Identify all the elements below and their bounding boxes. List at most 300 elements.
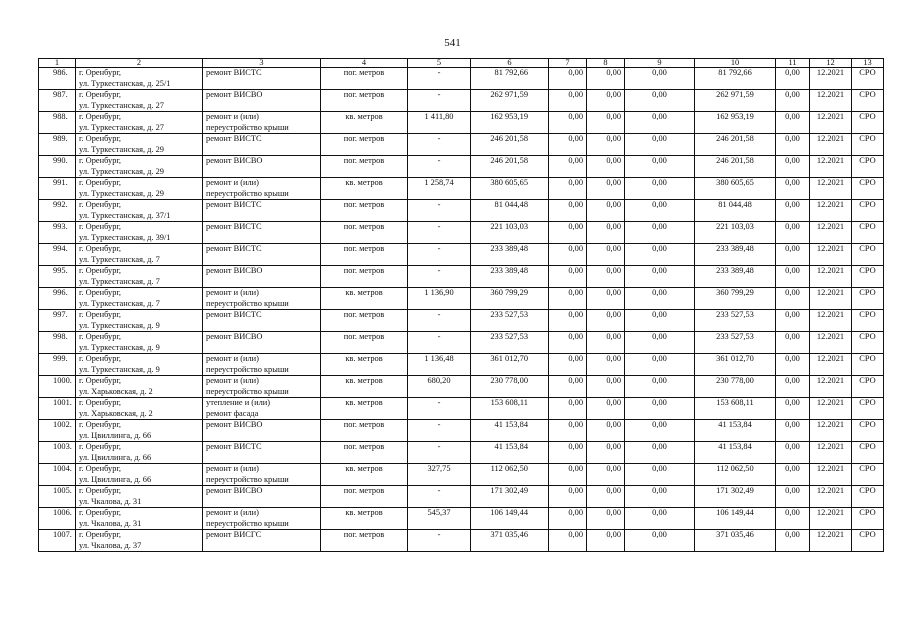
- quantity-cell: -: [408, 90, 471, 112]
- value-cell-11: 0,00: [776, 90, 810, 112]
- unit-cell: кв. метров: [321, 354, 408, 376]
- owner-funds-cell: 81 044,48: [695, 200, 776, 222]
- unit-cell: пог. метров: [321, 222, 408, 244]
- unit-cell: пог. метров: [321, 200, 408, 222]
- completion-date-cell: 12.2021: [810, 156, 852, 178]
- work-type-cell-line: ремонт и (или): [206, 354, 259, 363]
- work-type-cell-line: переустройство крыши: [206, 474, 289, 484]
- value-cell-9: 0,00: [625, 530, 695, 552]
- unit-cell: пог. метров: [321, 90, 408, 112]
- work-type-cell: [203, 398, 321, 420]
- work-type-cell: [203, 156, 321, 178]
- value-cell-11: 0,00: [776, 354, 810, 376]
- work-type-cell-line: ремонт ВИСТС: [206, 222, 262, 231]
- owner-funds-cell: 233 527,53: [695, 332, 776, 354]
- address-cell-line: ул. Харьковская, д. 2: [79, 386, 153, 396]
- total-cost-cell: 221 103,03: [471, 222, 549, 244]
- address-cell-line: г. Оренбург,: [79, 398, 122, 407]
- work-type-cell-line: ремонт ВИСТС: [206, 442, 262, 451]
- work-type-cell-line: ремонт ВИСВО: [206, 486, 263, 495]
- quantity-cell: -: [408, 486, 471, 508]
- work-type-cell: [203, 310, 321, 332]
- unit-cell: пог. метров: [321, 442, 408, 464]
- work-type-cell-line: ремонт ВИСТС: [206, 310, 262, 319]
- work-type-cell-line: ремонт ВИСВО: [206, 90, 263, 99]
- work-type-cell: [203, 68, 321, 90]
- unit-cell: пог. метров: [321, 266, 408, 288]
- row-number: 986.: [39, 68, 76, 90]
- completion-date-cell: 12.2021: [810, 530, 852, 552]
- table-row: [39, 486, 884, 508]
- table-row: [39, 200, 884, 222]
- funding-source-cell: СРО: [852, 112, 884, 134]
- quantity-cell: -: [408, 420, 471, 442]
- quantity-cell: 1 258,74: [408, 178, 471, 200]
- work-type-cell-line: ремонт ВИСВО: [206, 332, 263, 341]
- work-type-cell-line: утепление и (или): [206, 398, 271, 407]
- work-type-cell-line: ремонт и (или): [206, 464, 259, 473]
- work-type-cell: [203, 508, 321, 530]
- value-cell-9: 0,00: [625, 112, 695, 134]
- address-cell-line: ул. Чкалова, д. 31: [79, 518, 142, 528]
- address-cell: [76, 266, 203, 288]
- completion-date-cell: 12.2021: [810, 68, 852, 90]
- value-cell-9: 0,00: [625, 244, 695, 266]
- funding-source-cell: СРО: [852, 442, 884, 464]
- quantity-cell: 1 136,48: [408, 354, 471, 376]
- work-type-cell: [203, 178, 321, 200]
- row-number: 997.: [39, 310, 76, 332]
- total-cost-cell: 106 149,44: [471, 508, 549, 530]
- address-cell-line: г. Оренбург,: [79, 332, 122, 341]
- address-cell-line: ул. Харьковская, д. 2: [79, 408, 153, 418]
- value-cell-9: 0,00: [625, 354, 695, 376]
- value-cell-7: 0,00: [549, 266, 587, 288]
- total-cost-cell: 162 953,19: [471, 112, 549, 134]
- address-cell-line: ул. Туркестанская, д. 39/1: [79, 232, 171, 242]
- address-cell: [76, 508, 203, 530]
- value-cell-11: 0,00: [776, 464, 810, 486]
- address-cell: [76, 376, 203, 398]
- value-cell-7: 0,00: [549, 178, 587, 200]
- value-cell-8: 0,00: [587, 310, 625, 332]
- address-cell: [76, 222, 203, 244]
- row-number: 1007.: [39, 530, 76, 552]
- value-cell-11: 0,00: [776, 508, 810, 530]
- completion-date-cell: 12.2021: [810, 398, 852, 420]
- address-cell-line: г. Оренбург,: [79, 310, 122, 319]
- row-number: 1005.: [39, 486, 76, 508]
- address-cell-line: г. Оренбург,: [79, 134, 122, 143]
- unit-cell: пог. метров: [321, 332, 408, 354]
- work-type-cell-line: переустройство крыши: [206, 364, 289, 374]
- address-cell-line: ул. Туркестанская, д. 7: [79, 276, 160, 286]
- row-number: 993.: [39, 222, 76, 244]
- total-cost-cell: 371 035,46: [471, 530, 549, 552]
- page-number: 541: [444, 37, 461, 49]
- register-table: [38, 58, 884, 552]
- total-cost-cell: 81 792,66: [471, 68, 549, 90]
- work-type-cell: [203, 442, 321, 464]
- quantity-cell: -: [408, 310, 471, 332]
- owner-funds-cell: 246 201,58: [695, 134, 776, 156]
- owner-funds-cell: 221 103,03: [695, 222, 776, 244]
- row-number: 1001.: [39, 398, 76, 420]
- value-cell-7: 0,00: [549, 222, 587, 244]
- work-type-cell-line: переустройство крыши: [206, 386, 289, 396]
- owner-funds-cell: 360 799,29: [695, 288, 776, 310]
- work-type-cell: [203, 332, 321, 354]
- address-cell-line: г. Оренбург,: [79, 68, 122, 77]
- work-type-cell-line: ремонт и (или): [206, 112, 259, 121]
- value-cell-8: 0,00: [587, 376, 625, 398]
- value-cell-8: 0,00: [587, 244, 625, 266]
- table-row: [39, 112, 884, 134]
- column-header: 13: [852, 59, 884, 68]
- column-header: 10: [695, 59, 776, 68]
- value-cell-11: 0,00: [776, 112, 810, 134]
- column-header: 1: [39, 59, 76, 68]
- work-type-cell: [203, 134, 321, 156]
- value-cell-9: 0,00: [625, 310, 695, 332]
- unit-cell: кв. метров: [321, 178, 408, 200]
- unit-cell: кв. метров: [321, 288, 408, 310]
- owner-funds-cell: 246 201,58: [695, 156, 776, 178]
- quantity-cell: -: [408, 266, 471, 288]
- work-type-cell: [203, 288, 321, 310]
- address-cell-line: ул. Туркестанская, д. 7: [79, 254, 160, 264]
- address-cell: [76, 442, 203, 464]
- funding-source-cell: СРО: [852, 486, 884, 508]
- value-cell-7: 0,00: [549, 332, 587, 354]
- value-cell-8: 0,00: [587, 200, 625, 222]
- funding-source-cell: СРО: [852, 244, 884, 266]
- work-type-cell: [203, 222, 321, 244]
- table-row: [39, 178, 884, 200]
- address-cell-line: г. Оренбург,: [79, 200, 122, 209]
- address-cell: [76, 420, 203, 442]
- funding-source-cell: СРО: [852, 266, 884, 288]
- work-type-cell: [203, 420, 321, 442]
- owner-funds-cell: 262 971,59: [695, 90, 776, 112]
- total-cost-cell: 41 153,84: [471, 420, 549, 442]
- value-cell-11: 0,00: [776, 222, 810, 244]
- value-cell-8: 0,00: [587, 288, 625, 310]
- quantity-cell: -: [408, 156, 471, 178]
- value-cell-8: 0,00: [587, 156, 625, 178]
- work-type-cell-line: ремонт и (или): [206, 178, 259, 187]
- address-cell-line: г. Оренбург,: [79, 156, 122, 165]
- table-row: [39, 134, 884, 156]
- quantity-cell: 680,20: [408, 376, 471, 398]
- address-cell-line: ул. Цвиллинга, д. 66: [79, 452, 152, 462]
- value-cell-11: 0,00: [776, 68, 810, 90]
- address-cell-line: ул. Туркестанская, д. 25/1: [79, 78, 171, 88]
- value-cell-9: 0,00: [625, 156, 695, 178]
- address-cell: [76, 398, 203, 420]
- funding-source-cell: СРО: [852, 68, 884, 90]
- value-cell-8: 0,00: [587, 178, 625, 200]
- value-cell-11: 0,00: [776, 178, 810, 200]
- value-cell-7: 0,00: [549, 508, 587, 530]
- row-number: 996.: [39, 288, 76, 310]
- unit-cell: кв. метров: [321, 112, 408, 134]
- work-type-cell-line: ремонт и (или): [206, 288, 259, 297]
- column-header: 2: [76, 59, 203, 68]
- table-row: [39, 90, 884, 112]
- value-cell-9: 0,00: [625, 442, 695, 464]
- address-cell-line: ул. Туркестанская, д. 9: [79, 364, 160, 374]
- value-cell-7: 0,00: [549, 376, 587, 398]
- address-cell-line: г. Оренбург,: [79, 244, 122, 253]
- address-cell: [76, 134, 203, 156]
- value-cell-7: 0,00: [549, 530, 587, 552]
- value-cell-11: 0,00: [776, 530, 810, 552]
- value-cell-11: 0,00: [776, 244, 810, 266]
- table-row: [39, 530, 884, 552]
- owner-funds-cell: 233 389,48: [695, 244, 776, 266]
- table-row: [39, 156, 884, 178]
- work-type-cell-line: ремонт ВИСТС: [206, 134, 262, 143]
- address-cell-line: ул. Туркестанская, д. 9: [79, 342, 160, 352]
- owner-funds-cell: 230 778,00: [695, 376, 776, 398]
- completion-date-cell: 12.2021: [810, 222, 852, 244]
- work-type-cell: [203, 486, 321, 508]
- work-type-cell: [203, 354, 321, 376]
- address-cell-line: ул. Туркестанская, д. 29: [79, 166, 164, 176]
- work-type-cell: [203, 90, 321, 112]
- address-cell-line: ул. Туркестанская, д. 37/1: [79, 210, 171, 220]
- owner-funds-cell: 41 153,84: [695, 420, 776, 442]
- work-type-cell-line: переустройство крыши: [206, 298, 289, 308]
- table-row: [39, 398, 884, 420]
- address-cell-line: ул. Туркестанская, д. 9: [79, 320, 160, 330]
- address-cell-line: ул. Чкалова, д. 31: [79, 496, 142, 506]
- value-cell-11: 0,00: [776, 156, 810, 178]
- column-header: 8: [587, 59, 625, 68]
- value-cell-8: 0,00: [587, 354, 625, 376]
- work-type-cell-line: ремонт ВИСВО: [206, 266, 263, 275]
- value-cell-9: 0,00: [625, 266, 695, 288]
- address-cell-line: ул. Туркестанская, д. 7: [79, 298, 160, 308]
- row-number: 992.: [39, 200, 76, 222]
- column-number-row: [39, 59, 884, 68]
- total-cost-cell: 41 153,84: [471, 442, 549, 464]
- row-number: 1003.: [39, 442, 76, 464]
- completion-date-cell: 12.2021: [810, 486, 852, 508]
- value-cell-11: 0,00: [776, 200, 810, 222]
- owner-funds-cell: 380 605,65: [695, 178, 776, 200]
- total-cost-cell: 171 302,49: [471, 486, 549, 508]
- row-number: 1000.: [39, 376, 76, 398]
- work-type-cell: [203, 112, 321, 134]
- address-cell-line: г. Оренбург,: [79, 288, 122, 297]
- row-number: 987.: [39, 90, 76, 112]
- table-row: [39, 266, 884, 288]
- completion-date-cell: 12.2021: [810, 420, 852, 442]
- funding-source-cell: СРО: [852, 332, 884, 354]
- quantity-cell: 327,75: [408, 464, 471, 486]
- work-type-cell-line: ремонт ВИСТС: [206, 244, 262, 253]
- value-cell-7: 0,00: [549, 486, 587, 508]
- work-type-cell-line: ремонт ВИСТС: [206, 200, 262, 209]
- value-cell-9: 0,00: [625, 200, 695, 222]
- value-cell-9: 0,00: [625, 68, 695, 90]
- value-cell-7: 0,00: [549, 112, 587, 134]
- value-cell-9: 0,00: [625, 134, 695, 156]
- address-cell: [76, 68, 203, 90]
- value-cell-9: 0,00: [625, 398, 695, 420]
- value-cell-8: 0,00: [587, 398, 625, 420]
- quantity-cell: -: [408, 530, 471, 552]
- total-cost-cell: 153 608,11: [471, 398, 549, 420]
- address-cell: [76, 90, 203, 112]
- work-type-cell-line: ремонт ВИСТС: [206, 68, 262, 77]
- address-cell: [76, 332, 203, 354]
- value-cell-9: 0,00: [625, 222, 695, 244]
- address-cell-line: ул. Туркестанская, д. 29: [79, 144, 164, 154]
- column-header: 7: [549, 59, 587, 68]
- funding-source-cell: СРО: [852, 288, 884, 310]
- total-cost-cell: 380 605,65: [471, 178, 549, 200]
- total-cost-cell: 112 062,50: [471, 464, 549, 486]
- completion-date-cell: 12.2021: [810, 288, 852, 310]
- value-cell-8: 0,00: [587, 90, 625, 112]
- value-cell-11: 0,00: [776, 398, 810, 420]
- value-cell-11: 0,00: [776, 332, 810, 354]
- quantity-cell: -: [408, 68, 471, 90]
- work-type-cell-line: ремонт и (или): [206, 508, 259, 517]
- address-cell: [76, 200, 203, 222]
- row-number: 1002.: [39, 420, 76, 442]
- quantity-cell: -: [408, 222, 471, 244]
- value-cell-8: 0,00: [587, 266, 625, 288]
- address-cell-line: г. Оренбург,: [79, 266, 122, 275]
- unit-cell: кв. метров: [321, 464, 408, 486]
- table-row: [39, 354, 884, 376]
- table-row: [39, 332, 884, 354]
- value-cell-7: 0,00: [549, 156, 587, 178]
- unit-cell: пог. метров: [321, 244, 408, 266]
- value-cell-8: 0,00: [587, 222, 625, 244]
- address-cell-line: ул. Туркестанская, д. 27: [79, 100, 164, 110]
- value-cell-8: 0,00: [587, 530, 625, 552]
- address-cell-line: г. Оренбург,: [79, 442, 122, 451]
- funding-source-cell: СРО: [852, 90, 884, 112]
- total-cost-cell: 246 201,58: [471, 134, 549, 156]
- unit-cell: кв. метров: [321, 508, 408, 530]
- value-cell-8: 0,00: [587, 420, 625, 442]
- table-row: [39, 288, 884, 310]
- funding-source-cell: СРО: [852, 376, 884, 398]
- unit-cell: пог. метров: [321, 310, 408, 332]
- total-cost-cell: 246 201,58: [471, 156, 549, 178]
- value-cell-7: 0,00: [549, 354, 587, 376]
- address-cell-line: ул. Туркестанская, д. 29: [79, 188, 164, 198]
- total-cost-cell: 233 527,53: [471, 332, 549, 354]
- value-cell-11: 0,00: [776, 288, 810, 310]
- value-cell-9: 0,00: [625, 376, 695, 398]
- work-type-cell-line: переустройство крыши: [206, 122, 289, 132]
- value-cell-11: 0,00: [776, 134, 810, 156]
- address-cell: [76, 464, 203, 486]
- value-cell-9: 0,00: [625, 486, 695, 508]
- completion-date-cell: 12.2021: [810, 508, 852, 530]
- row-number: 1004.: [39, 464, 76, 486]
- total-cost-cell: 361 012,70: [471, 354, 549, 376]
- total-cost-cell: 360 799,29: [471, 288, 549, 310]
- value-cell-9: 0,00: [625, 178, 695, 200]
- owner-funds-cell: 41 153,84: [695, 442, 776, 464]
- row-number: 998.: [39, 332, 76, 354]
- value-cell-7: 0,00: [549, 68, 587, 90]
- address-cell: [76, 354, 203, 376]
- value-cell-11: 0,00: [776, 486, 810, 508]
- quantity-cell: -: [408, 442, 471, 464]
- total-cost-cell: 230 778,00: [471, 376, 549, 398]
- owner-funds-cell: 153 608,11: [695, 398, 776, 420]
- funding-source-cell: СРО: [852, 310, 884, 332]
- table-row: [39, 508, 884, 530]
- address-cell-line: г. Оренбург,: [79, 178, 122, 187]
- work-type-cell: [203, 266, 321, 288]
- row-number: 989.: [39, 134, 76, 156]
- table-row: [39, 442, 884, 464]
- value-cell-9: 0,00: [625, 332, 695, 354]
- funding-source-cell: СРО: [852, 156, 884, 178]
- work-type-cell: [203, 376, 321, 398]
- column-header: 12: [810, 59, 852, 68]
- owner-funds-cell: 81 792,66: [695, 68, 776, 90]
- unit-cell: пог. метров: [321, 156, 408, 178]
- column-header: 3: [203, 59, 321, 68]
- address-cell-line: ул. Цвиллинга, д. 66: [79, 474, 152, 484]
- work-type-cell: [203, 244, 321, 266]
- address-cell-line: г. Оренбург,: [79, 90, 122, 99]
- funding-source-cell: СРО: [852, 420, 884, 442]
- work-type-cell: [203, 530, 321, 552]
- unit-cell: пог. метров: [321, 530, 408, 552]
- address-cell-line: ул. Цвиллинга, д. 66: [79, 430, 152, 440]
- value-cell-7: 0,00: [549, 420, 587, 442]
- owner-funds-cell: 162 953,19: [695, 112, 776, 134]
- row-number: 994.: [39, 244, 76, 266]
- value-cell-7: 0,00: [549, 398, 587, 420]
- completion-date-cell: 12.2021: [810, 178, 852, 200]
- table-row: [39, 244, 884, 266]
- address-cell-line: г. Оренбург,: [79, 508, 122, 517]
- work-type-cell-line: ремонт и (или): [206, 376, 259, 385]
- completion-date-cell: 12.2021: [810, 464, 852, 486]
- table-row: [39, 68, 884, 90]
- quantity-cell: -: [408, 244, 471, 266]
- value-cell-8: 0,00: [587, 332, 625, 354]
- work-type-cell-line: переустройство крыши: [206, 518, 289, 528]
- row-number: 995.: [39, 266, 76, 288]
- completion-date-cell: 12.2021: [810, 354, 852, 376]
- value-cell-8: 0,00: [587, 442, 625, 464]
- address-cell: [76, 178, 203, 200]
- value-cell-9: 0,00: [625, 420, 695, 442]
- address-cell-line: г. Оренбург,: [79, 354, 122, 363]
- value-cell-7: 0,00: [549, 464, 587, 486]
- value-cell-7: 0,00: [549, 310, 587, 332]
- owner-funds-cell: 361 012,70: [695, 354, 776, 376]
- address-cell-line: ул. Чкалова, д. 37: [79, 540, 142, 550]
- address-cell-line: г. Оренбург,: [79, 376, 122, 385]
- funding-source-cell: СРО: [852, 464, 884, 486]
- column-header: 9: [625, 59, 695, 68]
